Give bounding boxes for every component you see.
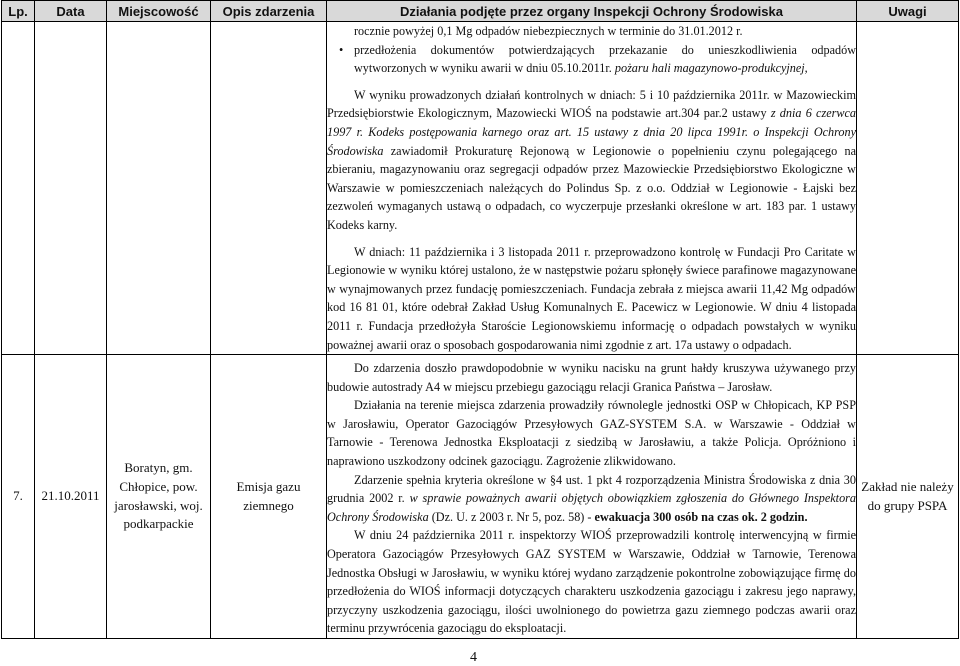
- cell-uwagi-empty: [857, 22, 959, 355]
- p2c: z dnia 6 czerwca 1997 r. Kodeks postępowania karnego: [327, 106, 856, 139]
- cell-dzialania: [327, 355, 857, 639]
- spacer: [327, 235, 856, 243]
- row7-action-2: Działania na terenie miejsca zdarzenia prowadziły równolegle jednostki OSP w Chłopicach, KP PSP w Jarosławiu, Operator Gazociągów Przesyłowych GAZ-SYSTEM S.A. w Warszawie - Oddział w Tarnowie - Terenowa Jednostka Eksploatacji z siedzibą w Jarosławiu, a także Policja. Opróżniono i naprawiono uszkodzony odcinek gazociągu. Zagrożenie zlikwidowano.: [327, 398, 856, 469]
- header-miejscowosc: Miejscowość: [107, 1, 211, 22]
- action-bullet-1: [327, 41, 856, 78]
- a3d: ewakuacja 300 osób na czas ok. 2 godzin.: [594, 509, 808, 524]
- a3a: Zdarzenie spełnia kryteria określone w §4 ust. 1 pkt 4 rozporządzenia Ministra Środowiska z dnia 30 grudnia 2002 r.: [327, 472, 856, 506]
- p2f: zawiadomił Prokuraturę Rejonową w Legionowie o popełnieniu czynu polegającego na zbieraniu, magazynowaniu oraz segregacji odpadów przez Mazowieckie Przedsiębiorstwo Ekologiczne w Warszawie w pomieszczeniach należących do Polindus Sp. z o.o. Oddział w Legionowie - Łajski bez zezwoleń wymaganych ustawą o odpadach, co wyczerpuje przesłanki określone w art. 183 par. 1 ustawy Kodeks karny.: [327, 143, 856, 232]
- header-data: Data: [35, 1, 107, 22]
- a3c: (Dz. U. z 2003 r. Nr 5, poz. 58) -: [428, 509, 595, 524]
- cell-lp: 7.: [2, 355, 35, 639]
- page-number: 4: [470, 650, 477, 665]
- action-bullet-1-text: przedłożenia dokumentów potwierdzających przekazanie do unieszkodliwienia odpadów wytworzonych w wyniku awarii w dniu 05.10.2011r.: [354, 42, 856, 76]
- cell-opis: Emisja gazu ziemnego: [211, 355, 327, 639]
- cell-dzialania-continued: [327, 22, 857, 355]
- events-table: [1, 0, 959, 639]
- p2e: oraz art. 15 ustawy z dnia 20 lipca 1991r. o Inspekcji Ochrony Środowiska: [327, 124, 857, 158]
- cell-miejscowosc: Boratyn, gm. Chłopice, pow. jarosławski, woj. podkarpackie: [107, 355, 211, 639]
- spacer: [327, 78, 856, 86]
- row7-action-1: Do zdarzenia doszło prawdopodobnie w wyniku nacisku na grunt hałdy kruszywa używanego przy budowie autostrady A4 w miejscu przebiegu gazociągu relacji Granica Państwa – Jarosław.: [327, 361, 856, 394]
- header-opis: Opis zdarzenia: [211, 1, 327, 22]
- cell-uwagi: Zakład nie należy do grupy PSPA: [857, 355, 959, 639]
- action-line-1: rocznie powyżej 0,1 Mg odpadów niebezpiecznych w terminie do 31.01.2012 r.: [354, 24, 743, 38]
- cell-miejscowosc-empty: [107, 22, 211, 355]
- table-row-7: [2, 355, 959, 639]
- table-header-row: [2, 1, 959, 22]
- action-paragraph-2: [327, 86, 856, 235]
- p2a: W wyniku prowadzonych działań kontrolnych w dniach: 5 i 10 października 2011r.: [354, 87, 770, 102]
- row7-action-3: [327, 471, 856, 527]
- p2b: w Mazowieckim Przedsiębiorstwie Ekologicznym, Mazowiecki WIOŚ na podstawie art.304 par.2 ustawy: [327, 87, 856, 121]
- header-lp: Lp.: [2, 1, 35, 22]
- cell-opis-empty: [211, 22, 327, 355]
- header-uwagi: Uwagi: [857, 1, 959, 22]
- table-row-continued: [2, 22, 959, 355]
- cell-lp-empty: [2, 22, 35, 355]
- cell-data: 21.10.2011: [35, 355, 107, 639]
- action-paragraph-3: W dniach: 11 października i 3 listopada 2011 r. przeprowadzono kontrolę w Fundacji Pro Caritate w Legionowie w wyniku której ustalono, że w następstwie pożaru spłonęły świece parafinowe magazynowane w wynajmowanych przez fundację pomieszczeniach. Fundacja zebrała z miejsca awarii 11,42 Mg odpadów kod 16 81 01, które odebrał Zakład Usług Komunalnych E. Pacewicz w Legionowie. W dniu 4 listopada 2011 r. Fundacja przedłożyła Staroście Legionowskiemu informację o odpadach powstałych w wyniku poważnej awarii oraz o sposobach gospodarowania nimi zgodnie z art. 17a ustawy o odpadach.: [327, 244, 856, 352]
- cell-data-empty: [35, 22, 107, 355]
- row7-action-4: W dniu 24 października 2011 r. inspektorzy WIOŚ przeprowadzili kontrolę interwencyjną w firmie Operatora Gazociągów Przesyłowych GAZ SYSTEM w Warszawie, Oddział w Tarnowie, Terenowa Jednostka Obsługi w Jarosławiu, w wyniku której wydano zarządzenie pokontrolne zobowiązujące firmę do przedłożenia do WIOŚ informacji dotyczących charakteru uszkodzenia gazociągu i zakresu jego naprawy, przyczyny uszkodzenia gazociągu, ilości uwolnionego do powietrza gazu ziemnego podczas awarii oraz terminu przywrócenia gazociągu do eksploatacji.: [327, 528, 856, 636]
- a3b: w sprawie poważnych awarii objętych obowiązkiem zgłoszenia do Głównego Inspektora Ochrony Środowiska: [327, 491, 856, 524]
- header-dzialania: Działania podjęte przez organy Inspekcji Ochrony Środowiska: [327, 1, 857, 22]
- action-bullet-1-italic: pożaru hali magazynowo-produkcyjnej,: [611, 61, 808, 76]
